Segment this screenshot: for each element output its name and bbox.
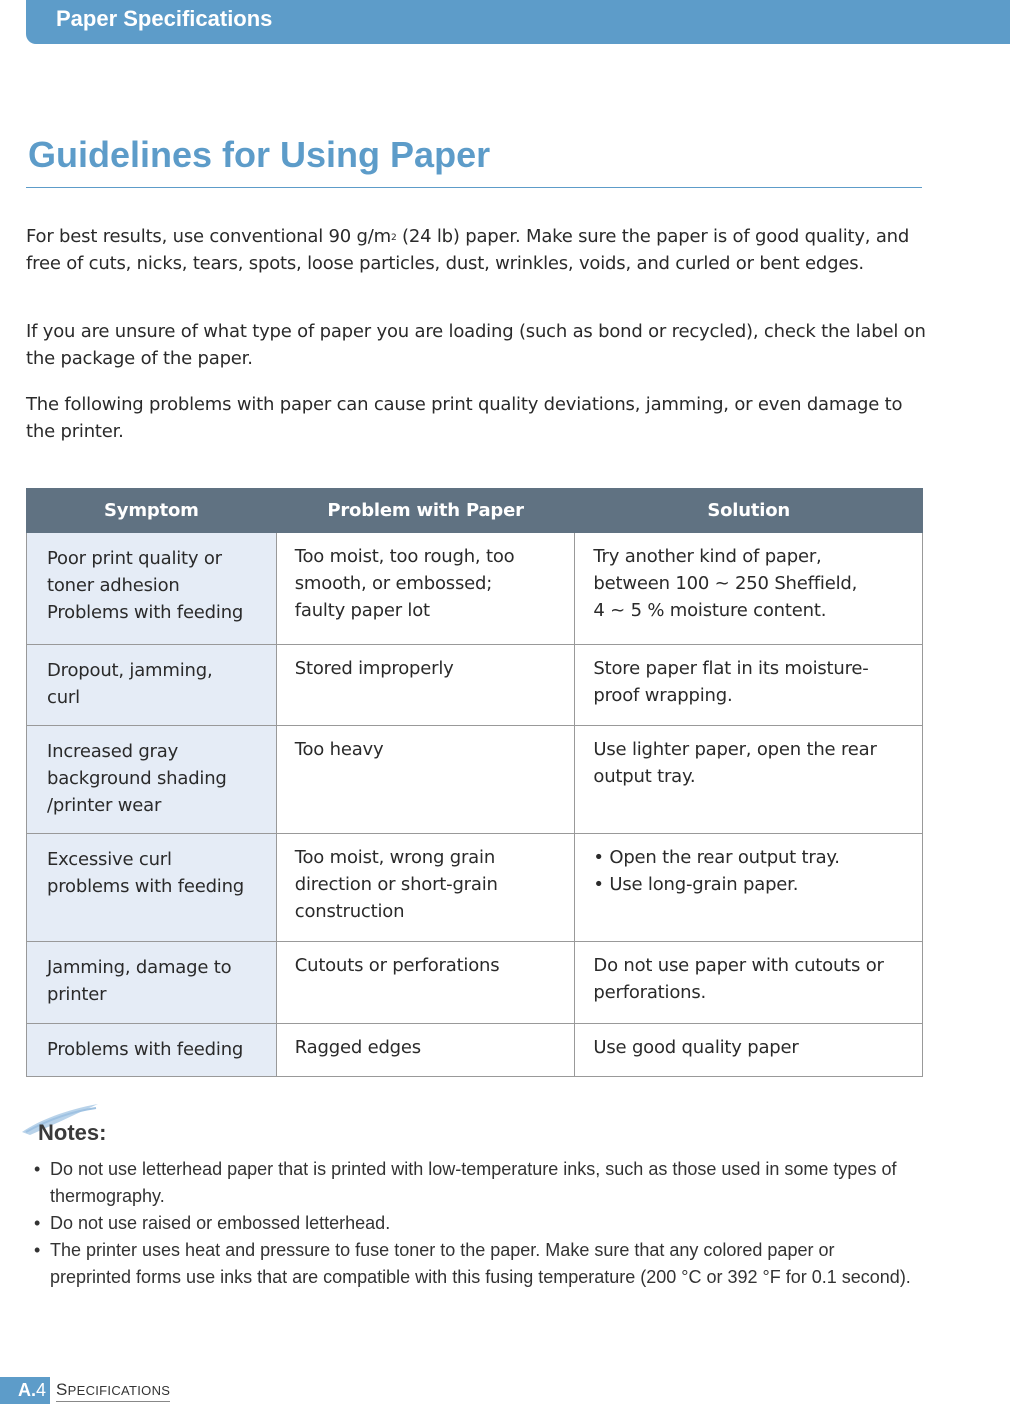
notes-title: Notes: (38, 1120, 107, 1145)
problem-cell: Ragged edges (276, 1024, 575, 1077)
table-row (27, 726, 923, 834)
table-row (27, 834, 923, 942)
solution-cell: Use good quality paper (575, 1024, 923, 1077)
list-item: • Do not use letterhead paper that is printed with low-temperature inks, such as those used in some types of thermography. (34, 1156, 914, 1210)
table-row (27, 645, 923, 726)
solution-cell: Store paper flat in its moisture- proof wrapping. (575, 645, 923, 726)
symptom-cell: Problems with feeding (27, 1024, 277, 1077)
notes-list (34, 1156, 914, 1291)
problem-cell: Too moist, wrong grain direction or short-grain construction (276, 834, 575, 942)
list-item: • Do not use raised or embossed letterhead. (34, 1210, 914, 1237)
footer-section-label: SPECIFICATIONS (56, 1380, 170, 1402)
solution-cell: Try another kind of paper, between 100 ~ 250 Sheffield, 4 ~ 5 % moisture content. (575, 533, 923, 645)
symptom-cell: Dropout, jamming, curl (27, 645, 277, 726)
table-header-row (27, 489, 923, 533)
column-header-problem: Problem with Paper (276, 489, 575, 533)
solution-cell: • Open the rear output tray. • Use long-grain paper. (575, 834, 923, 942)
solution-cell: Use lighter paper, open the rear output tray. (575, 726, 923, 834)
symptom-cell: Jamming, damage to printer (27, 942, 277, 1024)
paper-problems-table (26, 488, 923, 1077)
page-number-tab: A.4 (0, 1377, 50, 1404)
column-header-solution: Solution (575, 489, 923, 533)
page-title: Guidelines for Using Paper (28, 134, 491, 175)
problem-cell: Too moist, too rough, too smooth, or embossed; faulty paper lot (276, 533, 575, 645)
symptom-cell: Excessive curl problems with feeding (27, 834, 277, 942)
title-divider (26, 187, 922, 188)
problem-cell: Cutouts or perforations (276, 942, 575, 1024)
intro-paragraph-3: The following problems with paper can cause print quality deviations, jamming, or even damage to the printer. (26, 394, 903, 442)
column-header-symptom: Symptom (27, 489, 277, 533)
section-banner (26, 0, 1010, 44)
table-row (27, 1024, 923, 1077)
problem-cell: Too heavy (276, 726, 575, 834)
intro-paragraph-1: For best results, use conventional 90 $g/m^2$ (24 lb) paper. Make sure the paper is of good quality, and free of cuts, nicks, tears, spots, loose particles, dust, wrinkles, voids, and curled or bent edges. (26, 226, 910, 274)
intro-paragraph-2: If you are unsure of what type of paper you are loading (such as bond or recycled), check the label on the package of the paper. (26, 321, 926, 369)
problem-cell: Stored improperly (276, 645, 575, 726)
list-item: • The printer uses heat and pressure to fuse toner to the paper. Make sure that any colored paper or preprinted forms use inks that are compatible with this fusing temperature (200 °C or 392 °F for 0.1 second). (34, 1237, 914, 1291)
table-row (27, 533, 923, 645)
section-title: Paper Specifications (56, 6, 273, 31)
symptom-cell: Poor print quality or toner adhesion Problems with feeding (27, 533, 277, 645)
solution-cell: Do not use paper with cutouts or perforations. (575, 942, 923, 1024)
table-row (27, 942, 923, 1024)
symptom-cell: Increased gray background shading /printer wear (27, 726, 277, 834)
